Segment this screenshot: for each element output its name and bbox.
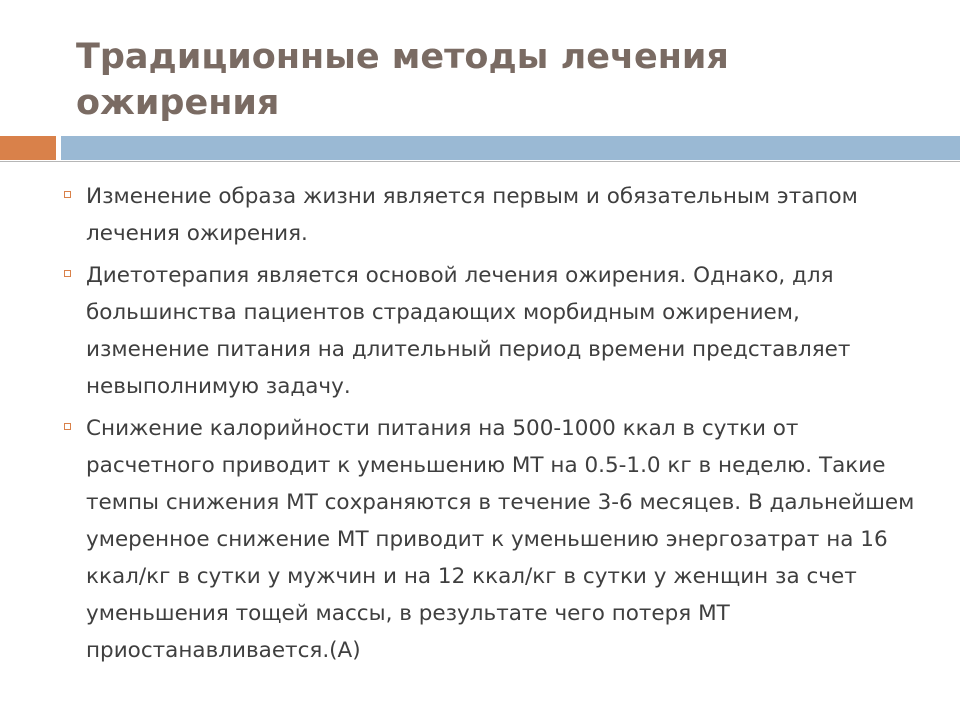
bullet-text: Изменение образа жизни является первым и обязательным этапом лечения ожирения.: [86, 184, 858, 246]
orange-accent-bar: [0, 136, 56, 160]
bullet-list: [62, 178, 922, 669]
bullet-item: [62, 257, 922, 405]
bullet-item: [62, 178, 922, 252]
bullet-text: Снижение калорийности питания на 500-1000 ккал в сутки от расчетного приводит к уменьшению МТ на 0.5-1.0 кг в неделю. Такие темпы снижения МТ сохраняются в течение 3-6 месяцев. В дальнейшем умеренное снижение МТ приводит к уменьшению энергозатрат на 16 ккал/кг в сутки у мужчин и на 12 ккал/кг в сутки у женщин за счет уменьшения тощей массы, в результате чего потеря МТ приостанавливается.(А): [86, 416, 915, 663]
divider-line: [0, 161, 960, 162]
square-bullet-icon: [64, 270, 71, 277]
bullet-item: [62, 410, 922, 669]
square-bullet-icon: [64, 423, 71, 430]
slide-title: Традиционные методы лечения ожирения: [76, 37, 729, 123]
blue-accent-bar: [61, 136, 960, 160]
bullet-text: Диетотерапия является основой лечения ожирения. Однако, для большинства пациентов страдающих морбидным ожирением, изменение питания на длительный период времени представляет невыполнимую задачу.: [86, 263, 851, 399]
square-bullet-icon: [64, 191, 71, 198]
